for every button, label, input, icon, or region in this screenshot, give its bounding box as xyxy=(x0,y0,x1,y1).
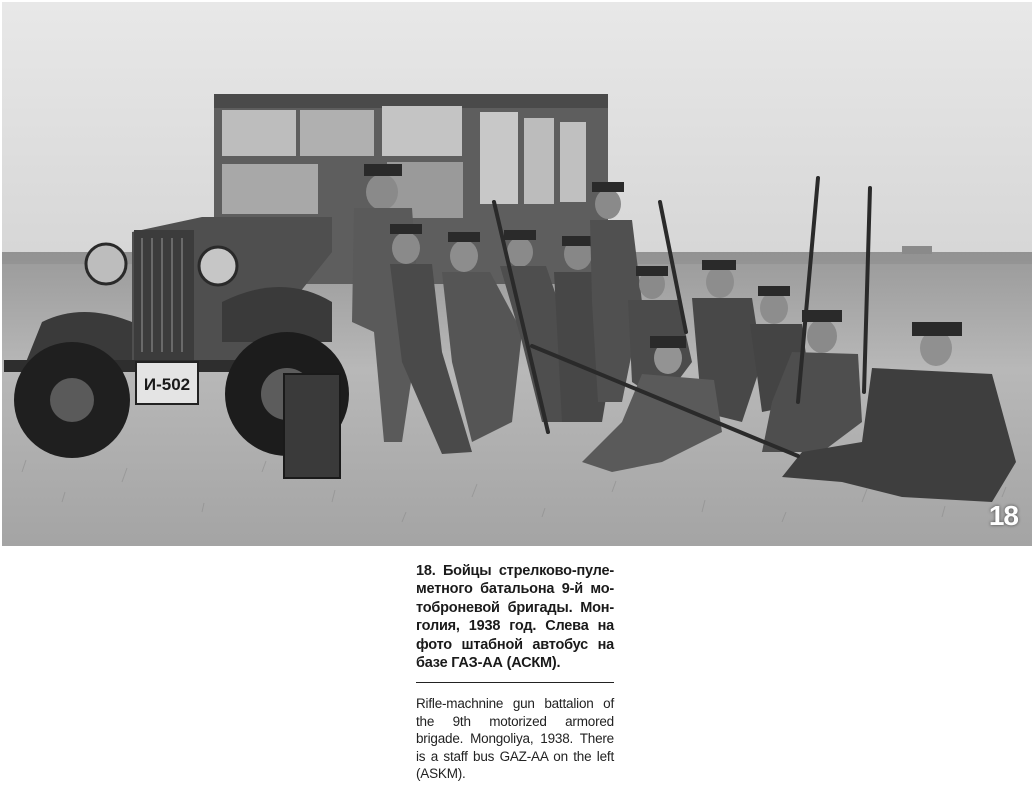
figure-number-badge: 18 xyxy=(988,500,1018,531)
bus-plate: И-502 xyxy=(143,375,191,394)
caption-english: Rifle-machnine gun battalion of the 9th motorized armored brigade. Mongoliya, 1938. There is a staff bus GAZ-AA on the left (ASKM). xyxy=(416,696,614,782)
caption-block xyxy=(416,562,614,783)
caption-russian: 18. Бойцы стрелково-пуле-метного батальона 9-й мо-тоброневой бригады. Мон-голия, 1938 год. Слева на фото штабной автобус на базе ГАЗ-АА (АСКМ). xyxy=(416,563,614,672)
historical-photo xyxy=(2,2,1032,546)
caption-divider xyxy=(416,682,614,683)
photo-illustration xyxy=(2,2,1032,546)
